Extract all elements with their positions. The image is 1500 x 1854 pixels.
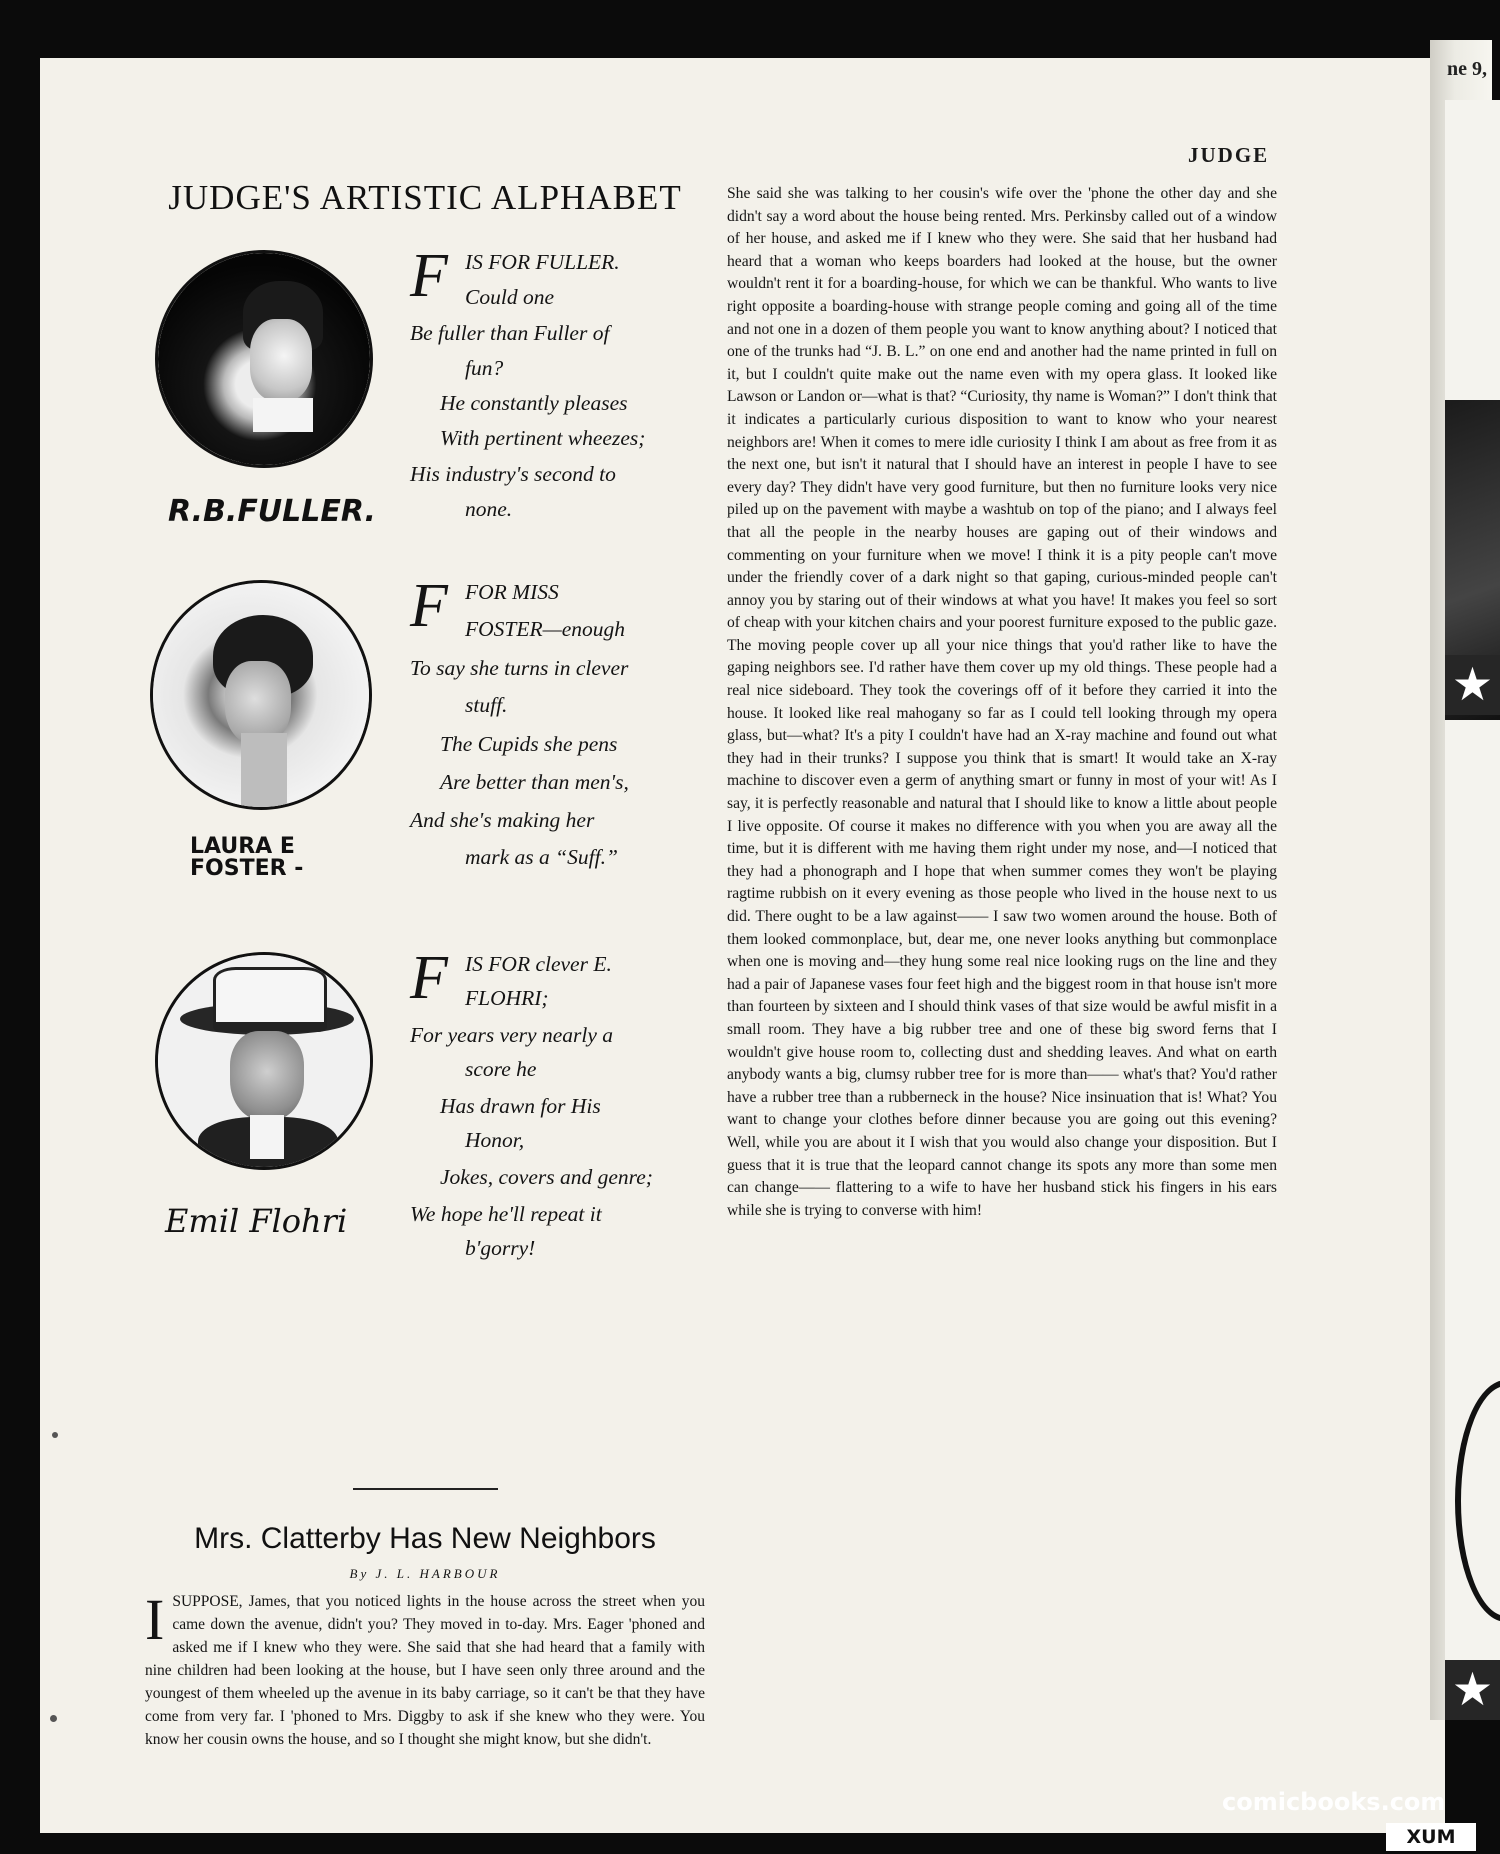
- story-title: Mrs. Clatterby Has New Neighbors: [194, 1522, 656, 1555]
- story-dropcap: I: [145, 1587, 165, 1652]
- verse-line: FLOHRI;: [465, 986, 549, 1010]
- star-icon: ★: [1445, 655, 1500, 715]
- alphabet-title: JUDGE'S ARTISTIC ALPHABET: [168, 178, 682, 217]
- verse-line: Honor,: [465, 1128, 525, 1152]
- verse-line: FOR MISS: [465, 580, 559, 604]
- verse-line: FOSTER—enough: [465, 617, 626, 641]
- dropcap: F: [410, 572, 448, 640]
- portrait-flohri: [155, 952, 373, 1170]
- story-opening: [145, 1587, 705, 1751]
- verse-line: Are better than men's,: [440, 770, 629, 794]
- signature-fuller: R.B.FULLER.: [168, 494, 376, 529]
- verse-line: none.: [465, 497, 513, 521]
- watermark-site: comicbooks.com: [1222, 1788, 1446, 1816]
- signature-foster: LAURA E FOSTER -: [190, 834, 304, 881]
- verse-line: His industry's second to: [410, 462, 616, 486]
- verse-line: To say she turns in clever: [410, 656, 629, 680]
- verse-line: mark as a “Suff.”: [465, 845, 618, 869]
- signature-flohri: Emil Flohri: [165, 1202, 348, 1240]
- verse-line: IS FOR FULLER.: [465, 250, 620, 274]
- verse-line: b'gorry!: [465, 1236, 536, 1260]
- verse-line: IS FOR clever E.: [465, 952, 612, 976]
- verse-line: Has drawn for His: [440, 1094, 601, 1118]
- verse-line: fun?: [465, 356, 504, 380]
- adjacent-circle-illustration: [1455, 1380, 1500, 1622]
- section-divider: [353, 1488, 498, 1490]
- adjacent-page-date: ne 9,: [1447, 58, 1487, 80]
- verse-line: He constantly pleases: [440, 391, 628, 415]
- portrait-foster: [150, 580, 372, 810]
- verse-line: Could one: [465, 285, 554, 309]
- adjacent-page-edge: [1445, 58, 1500, 1720]
- running-head: JUDGE: [1188, 143, 1270, 167]
- verse-line: For years very nearly a: [410, 1023, 613, 1047]
- dropcap: F: [410, 944, 448, 1012]
- verse-line: The Cupids she pens: [440, 732, 618, 756]
- star-icon: ★: [1445, 1660, 1500, 1720]
- margin-speck: [50, 1715, 57, 1722]
- verse-line: score he: [465, 1057, 537, 1081]
- verse-line: We hope he'll repeat it: [410, 1202, 602, 1226]
- dropcap: F: [410, 242, 448, 310]
- story-opening-text: SUPPOSE, James, that you noticed lights in the house across the street when you came down the avenue, didn't you? They moved in to-day. Mrs. Eager 'phoned and asked me if I knew who they were. She said that she had heard that a family with nine children had been looking at the house, but I have seen only three around and the youngest of them wheeled up the avenue in its baby carriage, so it can't be that they have come from very far. I 'phoned to Mrs. Diggby to ask if she knew who they were. You know her cousin owns the house, and so I thought she might know, but she didn't.: [145, 1593, 705, 1748]
- story-continuation: She said she was talking to her cousin's wife over the 'phone the other day and she didn't say a word about the house being rented. Mrs. Perkinsby called out of a window of her house, and asked me if I knew who they were. She said that her husband had heard that a woman who keeps boarders had looked at the house, but the owner wouldn't rent it for a boarding-house, for which we can be thankful. Who wants to live right opposite a boarding-house with strange people coming and going all of the time and not one in a dozen of them people you want to know anything about? I noticed that one of the trunks had “J. B. L.” on one end and another had the name printed in full on it, but I couldn't quite make out the name even with my opera glass. It looked like Lawson or Landon or—what is that? “Curiosity, thy name is Woman?” I don't think that it indicates a particularly curious disposition to want to know who your nearest neighbors are! When it comes to mere idle curiosity I think I am about as free from it as the next one, but isn't it natural that I should have an interest in people I have to see every day? They didn't have very good furniture, but then no furniture looks very nice piled up on the pavement with maybe a washtub on top of the piano; and I always feel that all the people in the nearby houses are gaping out of their windows and commenting on your furniture when we move! I think it is a pity people can't move under the friendly cover of a dark night so that gaping, curious-minded people can't annoy you by staring out of their windows at what you have! It makes you feel so sort of cheap with your kitchen chairs and your poorest furniture exposed to the public gaze. The moving people cover up all your nice things that you'd rather like to have the gaping neighbors see. I'd rather have them cover up my old things. These people had a real nice sideboard. They took the coverings off of it before they carried it into the house. It looked like real mahogany so far as I could tell looking through my opera glass, but—what? It's a pity I couldn't have had an X-ray machine and found out what they had in their trunks? I suppose you think that is smart! It would take an X-ray machine to discover even a germ of anything smart or funny in most of your wit! As I say, it is perfectly reasonable and natural that I should like to know a little about people I live opposite. Of course it makes no difference with you when you are away all the time, but it is different with me having them right under my nose, and—I noticed that they had a phonograph and I hope that when summer comes they won't be playing ragtime rubbish on it every evening as those people who lived in the house next to us did. There ought to be a law against—— I saw two women around the house. Both of them looked commonplace, but, dear me, one never looks anything but commonplace when one is moving and—they hung some real nice looking rugs on the line and they had a pair of Japanese vases four feet high and the biggest room in that house isn't more than fourteen by sixteen and I should think vases of that size would be awful misfit in a small room. They have a big rubber tree and one of these big sword ferns that I wouldn't give house room to, collecting dust and shedding leaves. And what on earth anybody wants a big, clumsy rubber tree for is more than—— what's that? You'd rather have a rubber tree than a rubberneck in the house? Nice insinuation that is! What? You want to change your clothes before dinner because you are going out this evening? Well, while you are about it I wish that you would also change your disposition. But I guess that it is true that the leopard cannot change its spots any more than some men can change—— flattering to a wife to have her husband stick his fingers in his ears while she is trying to converse with him!: [727, 185, 1277, 1219]
- verse-line: With pertinent wheezes;: [440, 426, 646, 450]
- watermark-tag: XUM: [1386, 1823, 1476, 1851]
- portrait-fuller: [155, 250, 373, 468]
- verse-line: Be fuller than Fuller of: [410, 321, 610, 345]
- story-byline: By J. L. HARBOUR: [349, 1566, 501, 1581]
- verse-line: Jokes, covers and genre;: [440, 1165, 653, 1189]
- margin-speck: [52, 1432, 58, 1438]
- verse-line: And she's making her: [410, 808, 595, 832]
- verse-line: stuff.: [465, 693, 508, 717]
